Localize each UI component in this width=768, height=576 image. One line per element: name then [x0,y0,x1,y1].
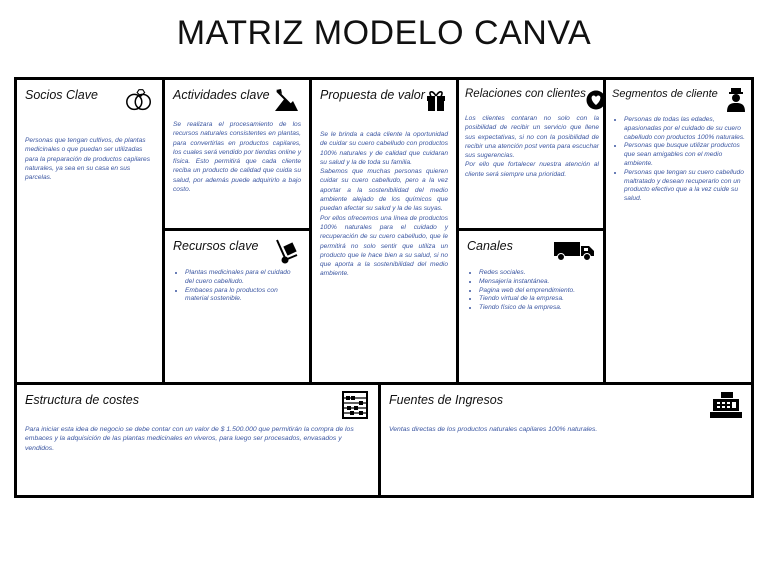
fuentes-ingresos-title: Fuentes de Ingresos [389,393,503,407]
propuesta-valor-text [320,130,448,279]
recursos-clave-title: Recursos clave [173,239,259,253]
list-item: • Plantas medicinales para el cuidado del cuero cabelludo. [185,269,301,287]
relaciones-clientes-title: Relaciones con clientes [465,88,586,100]
recursos-clave-list [173,269,301,304]
hand-truck-icon [271,239,301,263]
actividades-clave-block [165,80,309,228]
propuesta-paragraph: Se le brinda a cada cliente la oportunidad de cuidar su cuero cabelludo con productos 100% naturales y de calidad que cuidaran su salud y la de toda su familia. [320,131,448,166]
propuesta-valor-title: Propuesta de valor [320,88,425,102]
estructura-costes-title: Estructura de costes [25,393,139,407]
fuentes-ingresos-text: Ventas directas de los productos naturales capilares 100% naturales. [389,426,598,433]
fuentes-ingresos-block [381,385,751,495]
propuesta-valor-block [312,80,456,382]
canales-list [467,269,595,313]
socios-clave-text: Personas que tengan cultivos, de plantas medicinales o que puedan ser utilizadas para la preparación de productos capilares naturales, ya sea en su casa en sus parcelas. [25,137,150,182]
list-item: • Tiendo físico de la empresa. [479,304,595,313]
socios-clave-block [17,80,162,382]
segmentos-cliente-list [612,116,747,204]
person-icon [725,88,747,112]
list-item: • Personas que busque utilizar productos que sean amigables con el medio ambiente. [624,142,747,168]
relaciones-clientes-text [465,114,599,179]
list-item: • Tiendo virtual de la empresa. [479,295,595,304]
canvas-grid [14,77,754,498]
cash-register-icon [709,393,743,417]
list-item: • Personas de todas las edades, apasionadas por el cuidado de su cuero cabelludo con productos 100% naturales. [624,116,747,142]
segmentos-cliente-block [606,80,751,382]
actividades-clave-title: Actividades clave [173,88,270,102]
canales-title: Canales [467,239,513,253]
relaciones-paragraph: Los clientes contaran no solo con la posibilidad de recibir un servicio que llene sus expectativas, si no con la posibilidad de recibir una atención post venta para escuchar sus sugerencias. [465,115,599,160]
propuesta-paragraph: Sabemos que muchas personas quieren cuidar su cuero cabelludo, pero a la vez aportar a la sostenibilidad del medio ambiente alejado de los químicos que puedan afectar su salud y la de las suyas. [320,168,448,213]
recursos-clave-block [165,231,309,382]
list-item: • Mensajería instantánea. [479,278,595,287]
segmentos-cliente-title: Segmentos de cliente [612,88,718,100]
list-item: • Personas que tengan su cuero cabelludo maltratado y desean recuperarlo con un producto efectivo que a la vez cuide su salud. [624,169,747,204]
relaciones-paragraph: Por ello que fortalecer nuestra atención al cliente será siempre una prioridad. [465,161,599,178]
estructura-costes-block [17,385,378,495]
relaciones-clientes-block [459,80,603,228]
list-item: • Pagina web del emprendimiento. [479,287,595,296]
list-item: • Redes sociales. [479,269,595,278]
estructura-costes-text: Para iniciar esta idea de negocio se debe contar con un valor de $ 1.500.000 que permitirán la compra de los embaces y la adquisición de las plantas medicinales en viveros, para luego ser procesados, envasados y vendidos. [25,426,354,452]
truck-icon [553,239,595,263]
propuesta-paragraph: Por ellos ofrecemos una línea de productos 100% naturales para el cuidado y recuperación de su cuero cabelludo, que le permitirá no solo sentir que utiliza un producto que le hace bien a su salud, si no que aporta a la sostenibilidad del medio ambiente. [320,214,448,278]
mountain-flag-icon [271,88,301,112]
page-title: MATRIZ MODELO CANVA [176,14,592,52]
socios-clave-title: Socios Clave [25,88,98,102]
heart-icon [586,88,603,112]
rings-icon [124,88,154,112]
list-item: • Embaces para lo productos con material sostenible. [185,287,301,305]
canales-block [459,231,603,382]
actividades-clave-text: Se realizara el procesamiento de los recursos naturales consistentes en plantas, para convertirlas en productos capilares, los cuales será vendido por tiendas online y física. Esto permitirá que cada cliente reciba un producto de calidad que cuida su salud, por además puede adquirirlo a bajo costo. [173,121,301,194]
gift-icon [425,88,448,112]
abacus-icon [340,393,370,417]
